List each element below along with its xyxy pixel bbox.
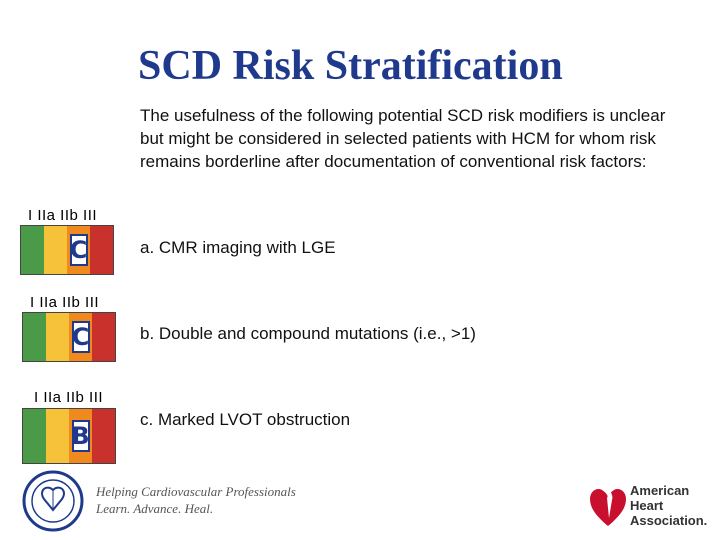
- evidence-level-letter: C: [69, 236, 88, 264]
- class-i-segment: [21, 226, 44, 274]
- aha-wordmark-line2: Heart: [630, 498, 664, 513]
- class-iib-segment: [69, 313, 92, 361]
- acc-tagline-line1: Helping Cardiovascular Professionals: [96, 484, 296, 499]
- class-header-labels: I IIa IIb III: [30, 294, 100, 311]
- class-iii-segment: [92, 409, 115, 463]
- aha-wordmark-line1: American: [630, 483, 690, 498]
- acc-tagline: [96, 483, 296, 517]
- aha-wordmark-line3: Association.: [630, 513, 708, 528]
- class-iii-segment: [90, 226, 113, 274]
- class-i-segment: [23, 409, 46, 463]
- class-iia-segment: [44, 226, 67, 274]
- class-level-indicator: [22, 312, 116, 362]
- class-level-indicator: [20, 225, 114, 275]
- class-iib-segment: [69, 409, 92, 463]
- acc-tagline-line2: Learn. Advance. Heal.: [96, 501, 214, 516]
- class-level-indicator: [22, 408, 116, 464]
- class-header-labels: I IIa IIb III: [34, 389, 104, 406]
- slide-title: SCD Risk Stratification: [138, 43, 563, 89]
- evidence-level-letter: B: [71, 422, 90, 450]
- aha-heart-torch-icon: [588, 478, 628, 530]
- class-iii-segment: [92, 313, 115, 361]
- class-iia-segment: [46, 313, 69, 361]
- recommendation-c: c. Marked LVOT obstruction: [140, 410, 351, 429]
- aha-wordmark: [630, 483, 707, 528]
- evidence-level-letter: C: [71, 323, 90, 351]
- class-iib-segment: [67, 226, 90, 274]
- acc-seal-logo: [20, 470, 86, 532]
- class-header-labels: I IIa IIb III: [28, 207, 98, 224]
- class-iia-segment: [46, 409, 69, 463]
- intro-paragraph: The usefulness of the following potential SCD risk modifiers is unclear but might be considered in selected patients with HCM for whom risk remains borderline after documentation of conventional risk factors:: [140, 106, 666, 171]
- recommendation-b: b. Double and compound mutations (i.e., >1): [140, 324, 476, 343]
- recommendation-a: a. CMR imaging with LGE: [140, 238, 336, 257]
- class-i-segment: [23, 313, 46, 361]
